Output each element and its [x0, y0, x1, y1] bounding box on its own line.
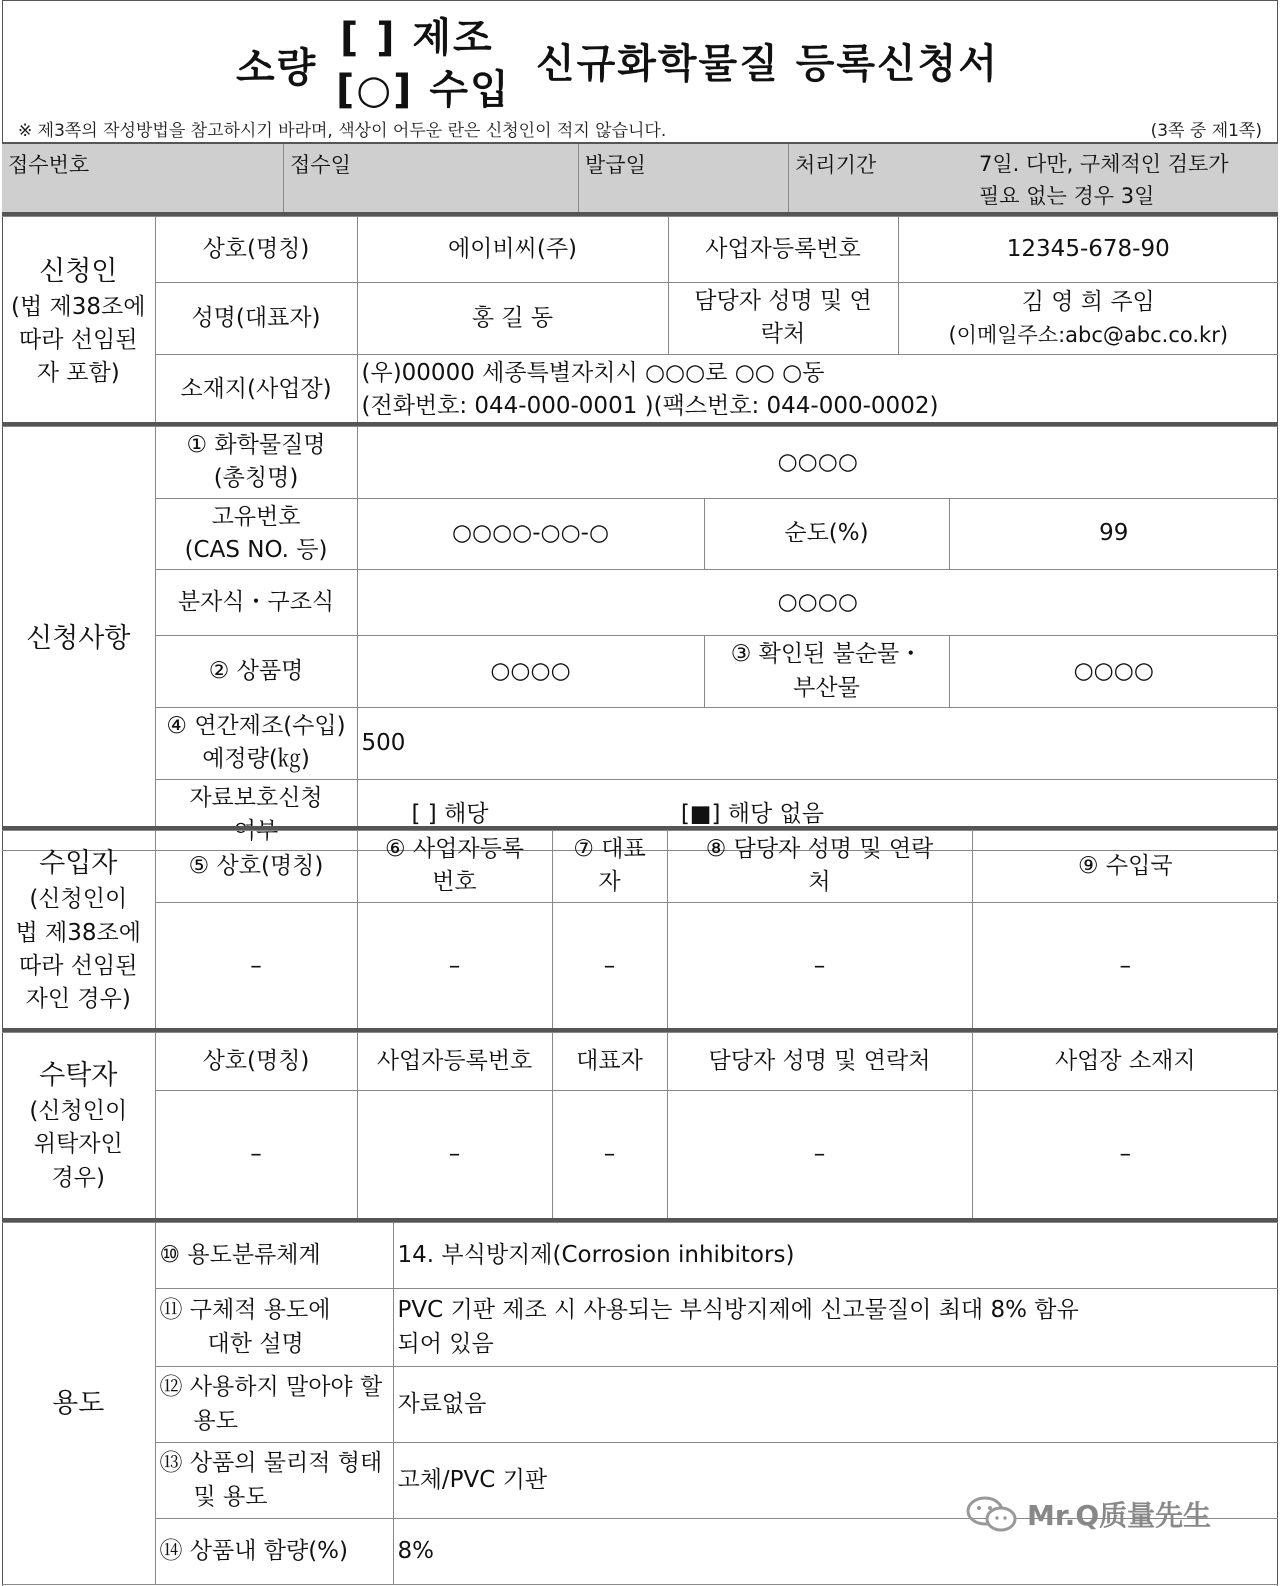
- phone-fax-line: (전화번호: 044-000-0001 )(팩스번호: 044-000-0002): [361, 393, 939, 420]
- applicant-table: [2, 216, 1278, 426]
- representative-value: 홍 길 동: [357, 283, 668, 355]
- chemical-name-label: [155, 427, 357, 499]
- annual-amount-value: 500: [357, 708, 1278, 780]
- prohibited-use-label-1: ⑫ 사용하지 말아야 할: [159, 1374, 383, 1401]
- importer-section-note-3: 따라 선임된: [19, 952, 138, 979]
- request-section-title: 신청사항: [26, 623, 131, 655]
- annual-amount-label: [155, 708, 357, 780]
- consignee-company-value: –: [155, 1091, 357, 1219]
- wechat-icon: [965, 1494, 1019, 1534]
- product-name-value: ○○○○: [357, 636, 704, 708]
- usage-classification-label: ⑩ 용도분류체계: [155, 1223, 393, 1289]
- physical-form-label-2: 및 용도: [193, 1483, 268, 1510]
- consignee-rep-header: 대표자: [552, 1033, 667, 1091]
- contact-label-line-2: 락처: [760, 321, 806, 348]
- importer-section-label: [2, 831, 155, 1031]
- usage-description-line-1: PVC 기판 제조 시 사용되는 부식방지제에 신고물질이 최대 8% 함유: [397, 1297, 1079, 1324]
- impurity-label-2: 부산물: [793, 674, 860, 701]
- content-percent-label: ⑭ 상품내 함량(%): [155, 1519, 393, 1585]
- purity-label: 순도(%): [704, 498, 949, 570]
- usage-section-title: 용도: [52, 1387, 105, 1419]
- importer-contact-value: –: [667, 902, 972, 1030]
- address-line: (우)00000 세종특별자치시 ○○○로 ○○ ○동: [361, 359, 825, 386]
- company-name-value: 에이비씨(주): [357, 217, 668, 283]
- usage-classification-value: 14. 부식방지제(Corrosion inhibitors): [393, 1223, 1278, 1289]
- address-label: 소재지(사업장): [155, 354, 357, 426]
- watermark: [965, 1488, 1235, 1540]
- consignee-section-label: [2, 1033, 155, 1219]
- annual-amount-label-1: ④ 연간제조(수입): [166, 713, 346, 740]
- usage-description-label-2: 대한 설명: [207, 1330, 304, 1357]
- company-name-label: 상호(명칭): [155, 217, 357, 283]
- importer-section-note-2: 법 제38조에: [15, 919, 141, 946]
- processing-period-cell: [789, 144, 1278, 214]
- representative-label: 성명(대표자): [155, 283, 357, 355]
- processing-period-label: 처리기간: [795, 153, 877, 177]
- annual-amount-label-2: 예정량(㎏): [202, 746, 310, 773]
- contact-label-line-1: 담당자 성명 및 연: [694, 288, 872, 314]
- consignee-address-value: –: [972, 1091, 1278, 1219]
- receipt-date-label: 접수일: [290, 153, 351, 177]
- processing-period-value-2: 필요 없는 경우 3일: [979, 183, 1155, 208]
- usage-description-label: [155, 1289, 393, 1367]
- contact-email: (이메일주소:abc@abc.co.kr): [948, 322, 1229, 347]
- importer-bizno-header-1: ⑥ 사업자등록: [384, 836, 525, 862]
- consignee-section-note-3: 경우): [51, 1164, 105, 1191]
- physical-form-value: 고체/PVC 기판: [393, 1443, 1278, 1519]
- title-main: 신규화학물질 등록신청서: [536, 41, 999, 87]
- request-section-label: [2, 427, 155, 851]
- prohibited-use-label-2: 용도: [193, 1407, 238, 1434]
- issue-date-cell: [579, 144, 789, 214]
- consignee-address-header: 사업장 소재지: [972, 1033, 1278, 1091]
- cas-number-label-1: 고유번호: [211, 503, 301, 530]
- request-table: [2, 426, 1278, 851]
- importer-contact-header: [667, 831, 972, 903]
- consignee-contact-header: 담당자 성명 및 연락처: [667, 1033, 972, 1091]
- impurity-label: [704, 636, 949, 708]
- data-protection-label-2: 여부: [233, 818, 279, 845]
- applicant-section-label: [2, 217, 155, 426]
- contact-person: 김 영 희 주임: [1021, 289, 1155, 316]
- contact-value: [898, 283, 1278, 355]
- title-option-import: [○] 수입: [336, 67, 511, 113]
- importer-rep-header: [552, 831, 667, 903]
- consignee-bizno-header: 사업자등록번호: [357, 1033, 552, 1091]
- title-option-manufacture: [ ] 제조: [340, 15, 494, 61]
- physical-form-label-1: ⑬ 상품의 물리적 형태: [159, 1450, 383, 1477]
- address-value: [357, 354, 1278, 426]
- content-percent-value: 8%: [393, 1519, 1278, 1585]
- processing-period-value-1: 7일. 다만, 구체적인 검토가: [979, 152, 1229, 176]
- consignee-section-note-2: 위탁자인: [33, 1131, 123, 1158]
- receipt-number-label: 접수번호: [8, 153, 90, 177]
- importer-section-title: 수입자: [39, 848, 118, 880]
- applicant-section-note-1: (법 제38조에: [11, 293, 146, 320]
- usage-description-value: [393, 1289, 1278, 1367]
- purity-value: 99: [949, 498, 1278, 570]
- importer-country-header: ⑨ 수입국: [972, 831, 1278, 903]
- form-title: [0, 0, 1280, 112]
- issue-date-label: 발급일: [585, 153, 646, 177]
- applicant-section-note-3: 자 포함): [36, 360, 120, 387]
- usage-description-line-2: 되어 있음: [397, 1330, 494, 1357]
- applicant-section-note-2: 따라 선임된: [19, 327, 138, 354]
- importer-contact-header-1: ⑧ 담당자 성명 및 연락: [705, 836, 934, 862]
- importer-table: [2, 830, 1278, 1031]
- consignee-section-note-1: (신청인이: [29, 1098, 128, 1125]
- title-prefix: 소량: [236, 45, 318, 91]
- cas-number-value: ○○○○-○○-○: [357, 498, 704, 570]
- cas-number-label-2: (CAS NO. 등): [184, 537, 328, 564]
- data-protection-no-checkbox[interactable]: [■] 해당 없음: [680, 801, 824, 828]
- chemical-name-label-2: (총칭명): [213, 465, 299, 492]
- consignee-table: [2, 1032, 1278, 1219]
- consignee-company-header: 상호(명칭): [155, 1033, 357, 1091]
- importer-company-value: –: [155, 902, 357, 1030]
- receipt-date-cell: [284, 144, 579, 214]
- data-protection-label-1: 자료보호신청: [189, 784, 323, 811]
- importer-bizno-value: –: [357, 902, 552, 1030]
- importer-section-note-1: (신청인이: [29, 886, 128, 913]
- chemical-name-label-1: ① 화학물질명: [186, 432, 326, 458]
- data-protection-yes-checkbox[interactable]: [ ] 해당: [411, 801, 489, 828]
- consignee-section-title: 수탁자: [39, 1059, 118, 1091]
- applicant-section-title: 신청인: [39, 255, 118, 287]
- impurity-label-1: ③ 확인된 불순물・: [730, 641, 923, 668]
- page-indicator: (3쪽 중 제1쪽): [1150, 121, 1262, 141]
- consignee-rep-value: –: [552, 1091, 667, 1219]
- receipt-number-cell: [2, 144, 284, 214]
- usage-description-label-1: ⑪ 구체적 용도에: [159, 1297, 331, 1324]
- contact-label: [668, 283, 898, 355]
- formula-label: 분자식・구조식: [155, 570, 357, 636]
- importer-bizno-header: [357, 831, 552, 903]
- importer-rep-value: –: [552, 902, 667, 1030]
- importer-contact-header-2: 처: [808, 869, 831, 896]
- impurity-value: ○○○○: [949, 636, 1278, 708]
- importer-country-value: –: [972, 902, 1278, 1030]
- importer-section-note-4: 자인 경우): [25, 986, 131, 1013]
- chemical-name-value: ○○○○: [357, 427, 1278, 499]
- business-number-value: 12345-678-90: [898, 217, 1278, 283]
- usage-section-label: [2, 1223, 155, 1585]
- importer-company-header: ⑤ 상호(명칭): [155, 831, 357, 903]
- watermark-text: Mr.Q质量先生: [1027, 1499, 1212, 1532]
- consignee-bizno-value: –: [357, 1091, 552, 1219]
- instruction-note: ※ 제3쪽의 작성방법을 참고하시기 바라며, 색상이 어두운 란은 신청인이 적지 않습니다.: [18, 121, 667, 141]
- receipt-band: [2, 142, 1278, 216]
- business-number-label: 사업자등록번호: [668, 217, 898, 283]
- prohibited-use-value: 자료없음: [393, 1367, 1278, 1443]
- importer-rep-header-2: 자: [598, 869, 621, 896]
- importer-bizno-header-2: 번호: [432, 869, 477, 896]
- formula-value: ○○○○: [357, 570, 1278, 636]
- prohibited-use-label: [155, 1367, 393, 1443]
- consignee-contact-value: –: [667, 1091, 972, 1219]
- physical-form-label: [155, 1443, 393, 1519]
- product-name-label: ② 상품명: [155, 636, 357, 708]
- cas-number-label: [155, 498, 357, 570]
- importer-rep-header-1: ⑦ 대표: [573, 836, 646, 862]
